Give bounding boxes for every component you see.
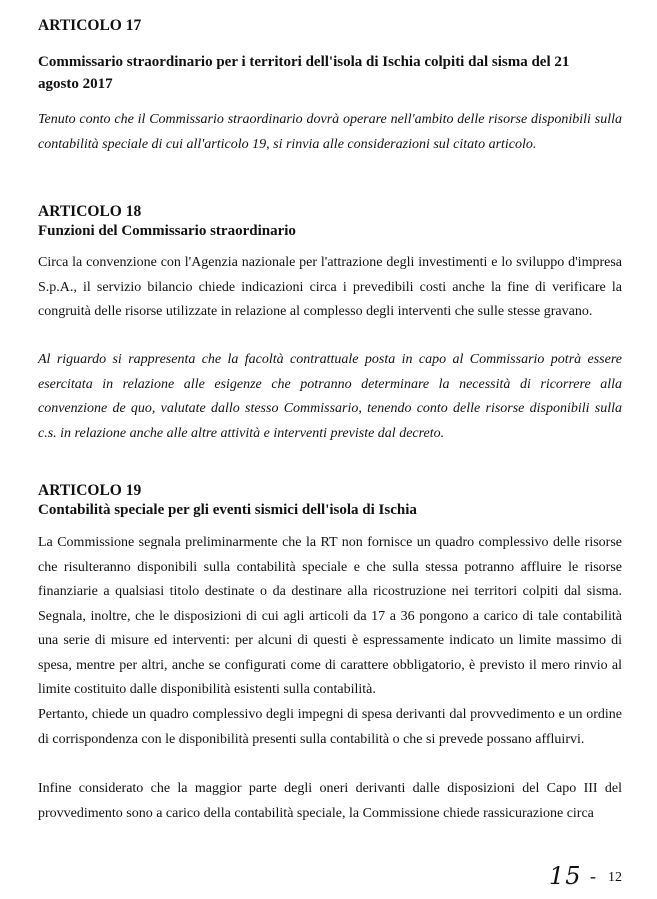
article-19-paragraph-1: La Commissione segnala preliminarmente che la RT non fornisce un quadro complessivo delle risorse che risulteranno disponibili sulla contabilità speciale e che sulla stessa potranno affluire le risorse finanziarie a qualsiasi titolo destinate o da destinare alla ricostruzione nei territori colpiti dal sisma. Segnala, inoltre, che le disposizioni di cui agli articoli da 17 a 36 pongono a carico di tale contabilità una serie di misure ed interventi: per alcuni di questi è espressamente indicato un limite massimo di spesa, mentre per altri, anche se configurati come di carattere obbligatorio, è previsto il mero rinvio al limite costituito dalle disponibilità esistenti sulla contabilità. bbox=[38, 535, 622, 697]
article-18-title: Funzioni del Commissario straordinario bbox=[38, 223, 296, 239]
article-17-body: Tenuto conto che il Commissario straordinario dovrà operare nell'ambito delle risorse disponibili sulla contabilità speciale di cui all'articolo 19, si rinvia alle considerazioni sul citato articolo. bbox=[38, 112, 622, 152]
article-18-paragraph-1: Circa la convenzione con l'Agenzia nazionale per l'attrazione degli investimenti e lo sviluppo d'impresa S.p.A., il servizio bilancio chiede indicazioni circa i prevedibili costi anche la fine di verificare la congruità delle risorse utilizzate in relazione al complesso degli interventi che sulle stesse gravano. bbox=[38, 255, 622, 319]
page-number: 12 bbox=[608, 870, 622, 885]
article-19-title: Contabilità speciale per gli eventi sismici dell'isola di Ischia bbox=[38, 502, 417, 518]
article-19-paragraph-3: Infine considerato che la maggior parte degli oneri derivanti dalle disposizioni del Capo III del provvedimento sono a carico della contabilità speciale, la Commissione chiede rassicurazione circa bbox=[38, 781, 622, 821]
handwritten-page-number: 15 bbox=[549, 862, 582, 890]
article-17-heading: ARTICOLO 17 bbox=[38, 17, 142, 34]
article-19-heading: ARTICOLO 19 bbox=[38, 482, 142, 499]
article-17-title: Commissario straordinario per i territori dell'isola di Ischia colpiti dal sisma del 21 agosto 2017 bbox=[38, 54, 570, 92]
article-18-paragraph-2: Al riguardo si rappresenta che la facoltà contrattuale posta in capo al Commissario potrà essere esercitata in relazione alle esigenze che potranno determinare la necessità di ricorrere alla convenzione de quo, valutate dallo stesso Commissario, tenendo conto delle risorse disponibili sulla c.s. in relazione anche alle altre attività e interventi previste dal decreto. bbox=[38, 352, 622, 441]
article-19-paragraph-2: Pertanto, chiede un quadro complessivo degli impegni di spesa derivanti dal provvedimento e un ordine di corrispondenza con le disponibilità presenti sulla contabilità o che si prevede possano affluirvi. bbox=[38, 707, 622, 747]
article-18-heading: ARTICOLO 18 bbox=[38, 203, 142, 220]
page-number-dash: - bbox=[590, 866, 596, 886]
